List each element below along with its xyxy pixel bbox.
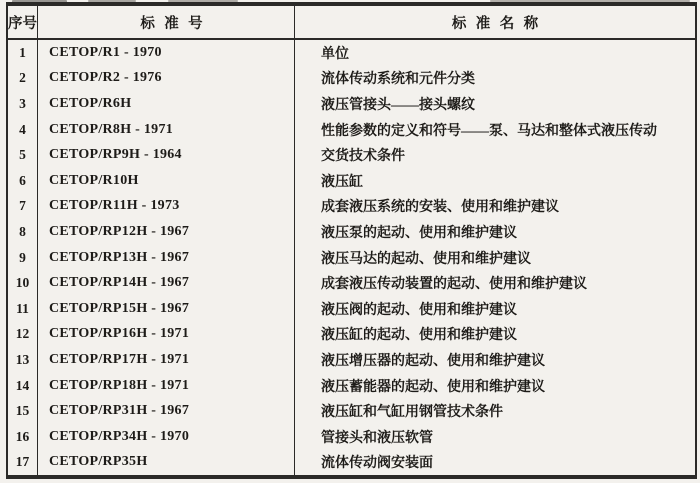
- serial-number-cell: 13: [8, 347, 38, 373]
- serial-number-cell: 4: [8, 117, 38, 143]
- table-row: [8, 347, 695, 373]
- standard-name-cell: 液压阀的起动、使用和维护建议: [321, 302, 517, 318]
- serial-number-cell: 5: [8, 142, 38, 168]
- table-header-row: [8, 6, 695, 40]
- table-row: [8, 424, 695, 450]
- standard-name-cell: 单位: [321, 46, 349, 62]
- standard-number-cell: CETOP/RP13H - 1967: [38, 245, 295, 271]
- standard-name-cell: 交货技术条件: [321, 149, 405, 165]
- standard-number-cell: CETOP/R6H: [38, 91, 295, 117]
- standard-number-cell: CETOP/R8H - 1971: [38, 117, 295, 143]
- standard-name-cell: 成套液压传动装置的起动、使用和维护建议: [321, 277, 587, 293]
- standard-number-cell: CETOP/RP16H - 1971: [38, 322, 295, 348]
- table-row: [8, 296, 695, 322]
- header-standard-name: 标准名称: [451, 15, 548, 32]
- serial-number-cell: 17: [8, 450, 38, 476]
- table-row: [8, 270, 695, 296]
- standard-name-cell: 液压缸的起动、使用和维护建议: [321, 328, 517, 344]
- standard-name-cell: 液压泵的起动、使用和维护建议: [321, 225, 517, 241]
- serial-number-cell: 9: [8, 245, 38, 271]
- standard-name-cell: 液压缸和气缸用钢管技术条件: [321, 405, 503, 421]
- serial-number-cell: 12: [8, 322, 38, 348]
- standard-name-cell: 管接头和液压软管: [321, 430, 433, 446]
- standard-number-cell: CETOP/RP18H - 1971: [38, 373, 295, 399]
- standard-number-cell: CETOP/RP15H - 1967: [38, 296, 295, 322]
- table-row: [8, 40, 695, 66]
- standard-name-cell: 流体传动阀安装面: [321, 456, 433, 472]
- standard-name-cell: 液压蓄能器的起动、使用和维护建议: [321, 379, 545, 395]
- standard-name-cell: 液压增压器的起动、使用和维护建议: [321, 353, 545, 369]
- table-row: [8, 245, 695, 271]
- standard-number-cell: CETOP/RP17H - 1971: [38, 347, 295, 373]
- standard-name-cell: 液压缸: [321, 174, 363, 190]
- table-row: [8, 66, 695, 92]
- table-row: [8, 194, 695, 220]
- standard-name-cell: 液压管接头——接头螺纹: [321, 97, 475, 113]
- table-row: [8, 322, 695, 348]
- standard-number-cell: CETOP/R2 - 1976: [38, 66, 295, 92]
- serial-number-cell: 16: [8, 424, 38, 450]
- standard-number-cell: CETOP/RP9H - 1964: [38, 142, 295, 168]
- serial-number-cell: 10: [8, 270, 38, 296]
- table-row: [8, 168, 695, 194]
- serial-number-cell: 8: [8, 219, 38, 245]
- serial-number-cell: 6: [8, 168, 38, 194]
- standards-table: [6, 2, 697, 479]
- table-row: [8, 450, 695, 476]
- serial-number-cell: 7: [8, 194, 38, 220]
- serial-number-cell: 3: [8, 91, 38, 117]
- standard-name-cell: 液压马达的起动、使用和维护建议: [321, 251, 531, 267]
- serial-number-cell: 15: [8, 398, 38, 424]
- standard-number-cell: CETOP/R1 - 1970: [38, 40, 295, 66]
- standard-number-cell: CETOP/R11H - 1973: [38, 194, 295, 220]
- standard-number-cell: CETOP/RP35H: [38, 450, 295, 476]
- serial-number-cell: 2: [8, 66, 38, 92]
- table-row: [8, 91, 695, 117]
- serial-number-cell: 11: [8, 296, 38, 322]
- table-row: [8, 219, 695, 245]
- standard-number-cell: CETOP/RP14H - 1967: [38, 270, 295, 296]
- standard-number-cell: CETOP/RP31H - 1967: [38, 398, 295, 424]
- header-serial-number: 序号: [8, 6, 38, 38]
- table-body: [8, 40, 695, 475]
- table-row: [8, 142, 695, 168]
- serial-number-cell: 14: [8, 373, 38, 399]
- table-row: [8, 117, 695, 143]
- standard-number-cell: CETOP/RP12H - 1967: [38, 219, 295, 245]
- standard-name-cell: 成套液压系统的安装、使用和维护建议: [321, 200, 559, 216]
- header-standard-number: 标准号: [38, 6, 295, 38]
- serial-number-cell: 1: [8, 40, 38, 66]
- table-row: [8, 373, 695, 399]
- standard-name-cell: 性能参数的定义和符号——泵、马达和整体式液压传动: [321, 123, 657, 139]
- table-row: [8, 398, 695, 424]
- standard-number-cell: CETOP/R10H: [38, 168, 295, 194]
- standard-name-cell: 流体传动系统和元件分类: [321, 72, 475, 88]
- standard-number-cell: CETOP/RP34H - 1970: [38, 424, 295, 450]
